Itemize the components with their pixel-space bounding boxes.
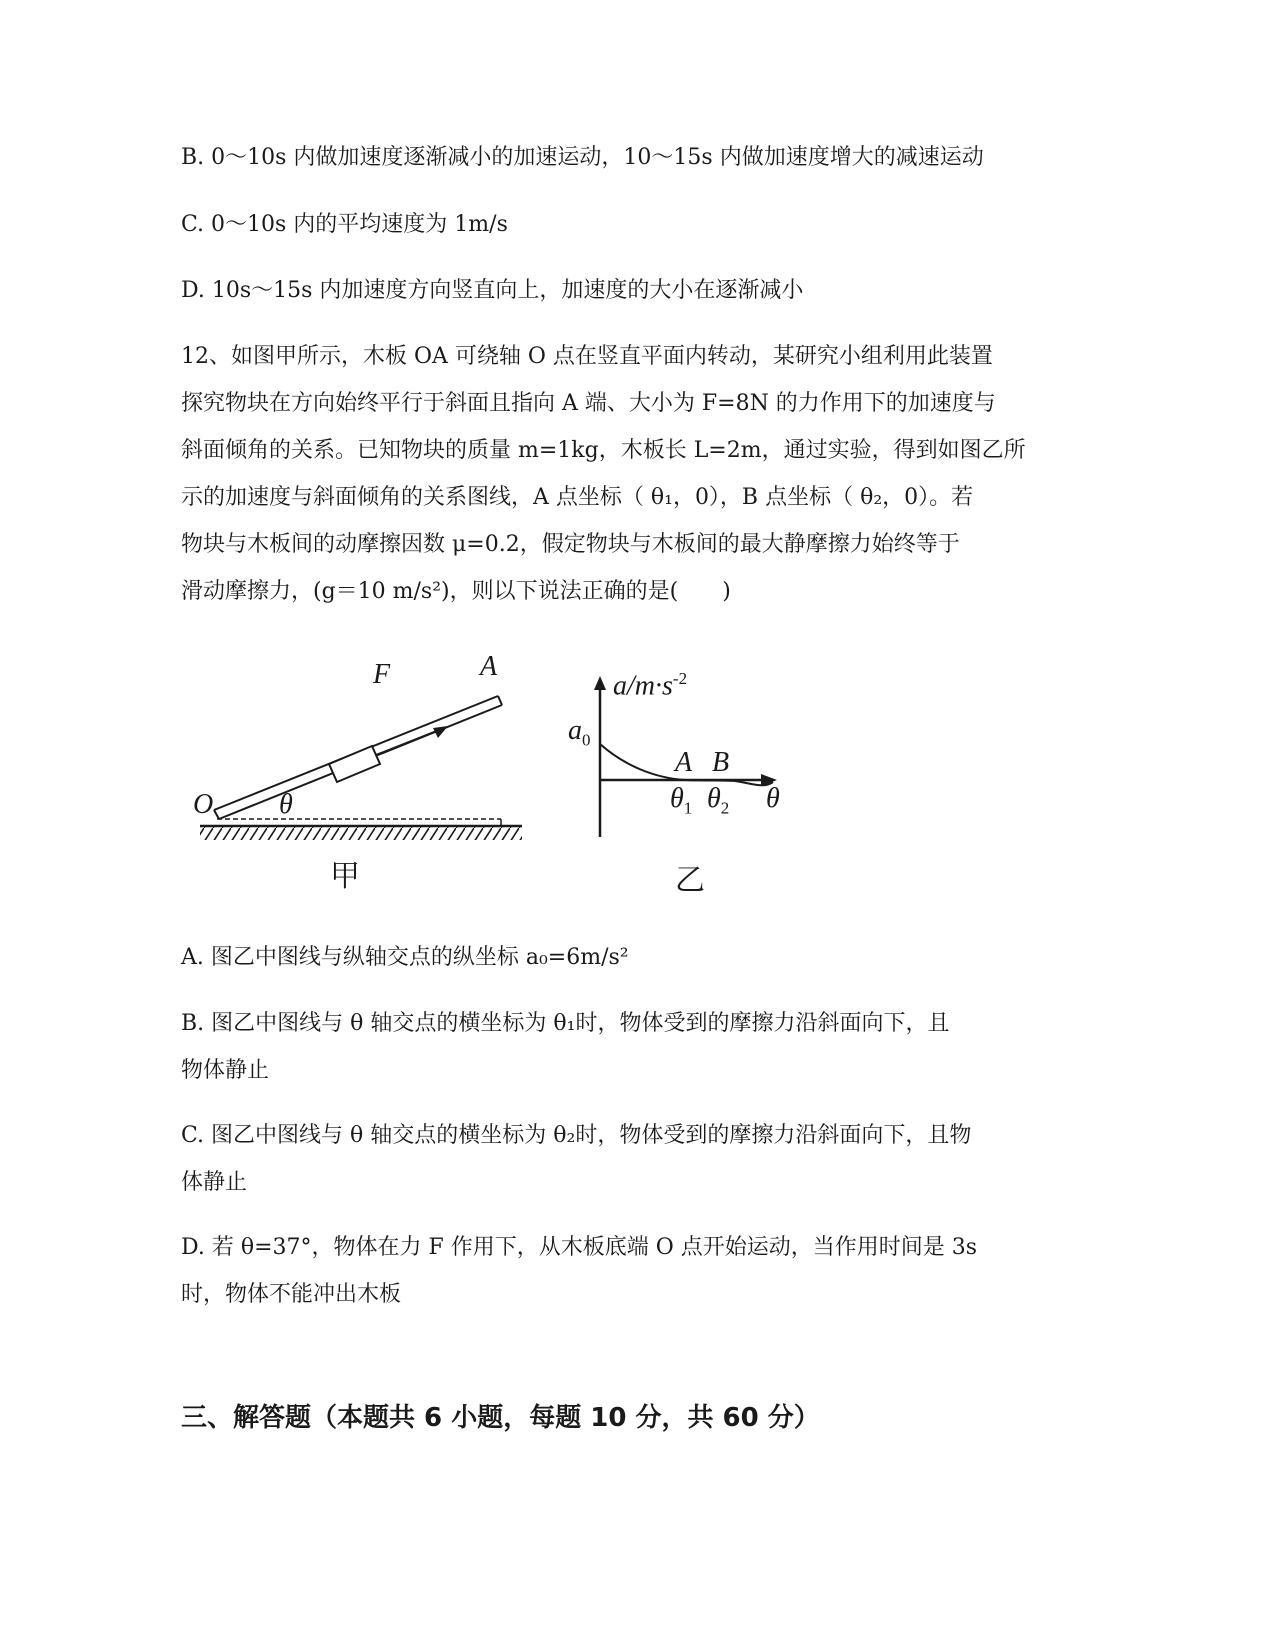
figure-jia-caption: 甲: [330, 859, 360, 894]
option-a: A. 图乙中图线与纵轴交点的纵坐标 a₀=6m/s²: [181, 945, 629, 970]
angle-theta-label: θ: [279, 789, 293, 820]
point-a-label: A: [480, 651, 498, 682]
force-arrow-shaft: [376, 730, 439, 755]
option-d-line2: 时，物体不能冲出木板: [181, 1282, 402, 1307]
prev-option-c: C. 0～10s 内的平均速度为 1m/s: [181, 212, 508, 237]
question-12-line: 示的加速度与斜面倾角的关系图线，A 点坐标（ θ₁，0），B 点坐标（ θ₂，0）。若: [181, 485, 974, 510]
section-heading: 三、解答题（本题共 6 小题，每题 10 分，共 60 分）: [181, 1403, 820, 1433]
force-arrow-head: [433, 726, 448, 738]
question-12-line: 物块与木板间的动摩擦因数 μ=0.2，假定物块与木板间的最大静摩擦力始终等于: [181, 532, 960, 557]
option-b-line2: 物体静止: [181, 1058, 270, 1083]
option-b-line1: B. 图乙中图线与 θ 轴交点的横坐标为 θ₁时，物体受到的摩擦力沿斜面向下，且: [181, 1011, 950, 1036]
option-c-line1: C. 图乙中图线与 θ 轴交点的横坐标为 θ₂时，物体受到的摩擦力沿斜面向下，且物: [181, 1123, 972, 1148]
question-12-figure: [193, 651, 815, 905]
prev-option-b: B. 0～10s 内做加速度逐渐减小的加速运动，10～15s 内做加速度增大的减速运动: [181, 145, 984, 170]
force-label: F: [373, 659, 391, 690]
x-axis-label: θ: [766, 783, 780, 814]
theta1-label: $\theta_1$: [670, 783, 693, 818]
theta2-label: $\theta_2$: [707, 783, 730, 818]
question-12-line: 探究物块在方向始终平行于斜面且指向 A 端、大小为 F=8N 的力作用下的加速度与: [181, 391, 996, 416]
figure-yi-caption: 乙: [675, 863, 705, 898]
block: [329, 746, 380, 782]
y-axis-arrow: [594, 676, 606, 690]
a0-label: $a_0$: [568, 715, 591, 750]
point-o-label: O: [193, 789, 214, 820]
figure-jia-drawing: [200, 696, 522, 840]
question-12-line: 斜面倾角的关系。已知物块的质量 m=1kg，木板长 L=2m，通过实验，得到如图乙所: [181, 438, 1026, 463]
y-axis-label: $a/m\cdot s^{-2}$: [613, 669, 688, 702]
question-12-line: 滑动摩擦力，(g＝10 m/s²)，则以下说法正确的是( ): [181, 579, 731, 604]
option-d-line1: D. 若 θ=37°，物体在力 F 作用下，从木板底端 O 点开始运动，当作用时间是 3s: [181, 1235, 978, 1260]
point-b-graph-label: B: [712, 747, 730, 778]
prev-option-d: D. 10s～15s 内加速度方向竖直向上，加速度的大小在逐渐减小: [181, 278, 804, 303]
question-12-line: 12、如图甲所示，木板 OA 可绕轴 O 点在竖直平面内转动，某研究小组利用此装置: [181, 344, 993, 369]
ground-hatching: [200, 826, 522, 840]
question-12-stem: [181, 333, 1061, 615]
point-a-graph-label: A: [675, 747, 693, 778]
figure-drawing: [195, 660, 815, 905]
option-c-line2: 体静止: [181, 1170, 248, 1195]
